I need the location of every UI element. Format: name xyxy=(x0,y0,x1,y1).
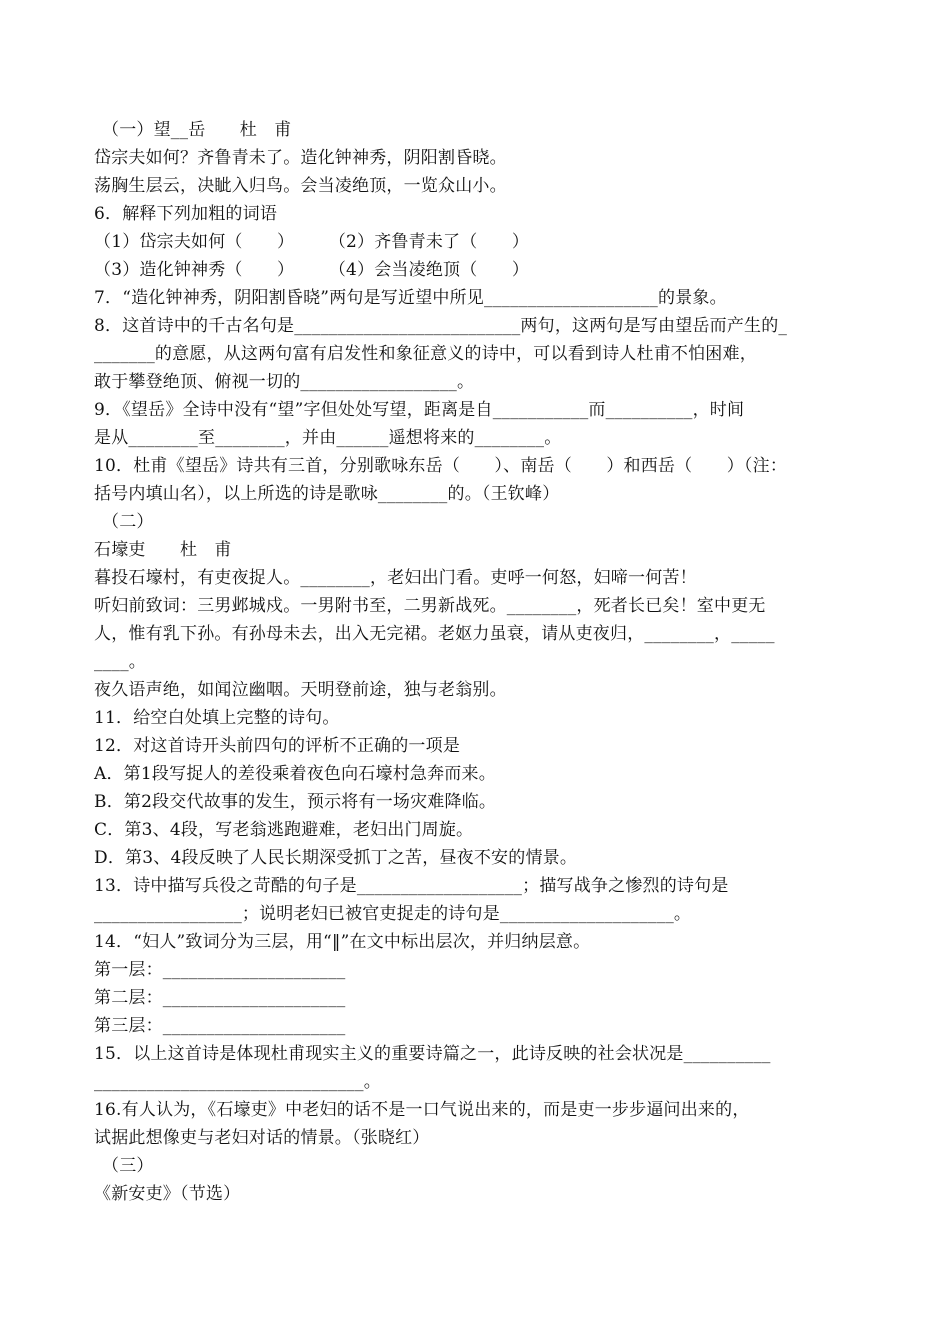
poem-line-2: 荡胸生层云，决眦入归鸟。会当凌绝顶，一览众山小。 xyxy=(94,176,507,196)
question-13-line-1: 13．诗中描写兵役之苛酷的句子是___________________；描写战争之惨烈的诗句是 xyxy=(94,876,729,896)
question-6: 6．解释下列加粗的词语 xyxy=(94,204,278,224)
question-10-line-1: 10．杜甫《望岳》诗共有三首，分别歌咏东岳（ ）、南岳（ ）和西岳（ ）（注： xyxy=(94,456,788,476)
question-13-line-2: _________________；说明老妇已被官吏捉走的诗句是____________________。 xyxy=(94,904,692,924)
question-14: 14．“妇人”致词分为三层，用“‖”在文中标出层次，并归纳层意。 xyxy=(94,932,591,952)
question-6-items-3-4: （3）造化钟神秀（ ） （4）会当凌绝顶（ ） xyxy=(94,260,530,280)
section-heading-3: （三） xyxy=(102,1156,154,1176)
poem2-line-5: 夜久语声绝，如闻泣幽咽。天明登前途，独与老翁别。 xyxy=(94,680,507,700)
question-6-items-1-2: （1）岱宗夫如何（ ） （2）齐鲁青未了（ ） xyxy=(94,232,530,252)
poem2-line-1: 暮投石壕村，有吏夜捉人。________，老妇出门看。吏呼一何怒，妇啼一何苦！ xyxy=(94,568,697,588)
section-heading-wangyue: （一）望__岳 杜 甫 xyxy=(102,120,292,140)
section-heading-2: （二） xyxy=(102,512,154,532)
question-8-line-1: 8．这首诗中的千古名句是__________________________两句，这两句是写由望岳而产生的_ xyxy=(94,316,788,336)
question-16-line-2: 试据此想像吏与老妇对话的情景。（张晓红） xyxy=(94,1128,430,1148)
poem2-line-3: 人，惟有乳下孙。有孙母未去，出入无完裙。老妪力虽衰，请从吏夜归，________，_____ xyxy=(94,624,775,644)
poem2-line-2: 听妇前致词：三男邺城戍。一男附书至，二男新战死。________，死者长已矣！室中更无 xyxy=(94,596,766,616)
question-9-line-1: 9．《望岳》全诗中没有“望”字但处处写望，距离是自___________而__________，时间 xyxy=(94,400,745,420)
option-d: D．第3、4段反映了人民长期深受抓丁之苦，昼夜不安的情景。 xyxy=(94,848,578,868)
question-16-line-1: 16.有人认为，《石壕吏》中老妇的话不是一口气说出来的，而是吏一步步逼问出来的， xyxy=(94,1100,750,1120)
question-8-line-3: 敢于攀登绝顶、俯视一切的__________________。 xyxy=(94,372,475,392)
poem2-line-4: ____。 xyxy=(94,652,146,672)
option-c: C．第3、4段，写老翁逃跑避难，老妇出门周旋。 xyxy=(94,820,474,840)
layer-1: 第一层：_____________________ xyxy=(94,960,346,980)
question-9-line-2: 是从________至________，并由______遥想将来的________。 xyxy=(94,428,562,448)
question-11: 11．给空白处填上完整的诗句。 xyxy=(94,708,340,728)
poem-title-xinanli: 《新安吏》（节选） xyxy=(94,1184,241,1204)
layer-2: 第二层：_____________________ xyxy=(94,988,346,1008)
question-10-line-2: 括号内填山名），以上所选的诗是歌咏________的。（王钦峰） xyxy=(94,484,560,504)
question-8-line-2: _______的意愿，从这两句富有启发性和象征意义的诗中，可以看到诗人杜甫不怕困难， xyxy=(94,344,757,364)
question-15-line-1: 15．以上这首诗是体现杜甫现实主义的重要诗篇之一，此诗反映的社会状况是__________ xyxy=(94,1044,771,1064)
layer-3: 第三层：_____________________ xyxy=(94,1016,346,1036)
question-15-line-2: _______________________________。 xyxy=(94,1072,381,1092)
question-7: 7．“造化钟神秀，阴阳割昏晓”两句是写近望中所见____________________的景象。 xyxy=(94,288,727,308)
poem-line-1: 岱宗夫如何？齐鲁青未了。造化钟神秀，阴阳割昏晓。 xyxy=(94,148,507,168)
worksheet-page xyxy=(94,116,846,1208)
option-b: B．第2段交代故事的发生，预示将有一场灾难降临。 xyxy=(94,792,497,812)
question-12: 12．对这首诗开头前四句的评析不正确的一项是 xyxy=(94,736,461,756)
option-a: A．第1段写捉人的差役乘着夜色向石壕村急奔而来。 xyxy=(94,764,496,784)
poem-title-shihaoli: 石壕吏 杜 甫 xyxy=(94,540,232,560)
